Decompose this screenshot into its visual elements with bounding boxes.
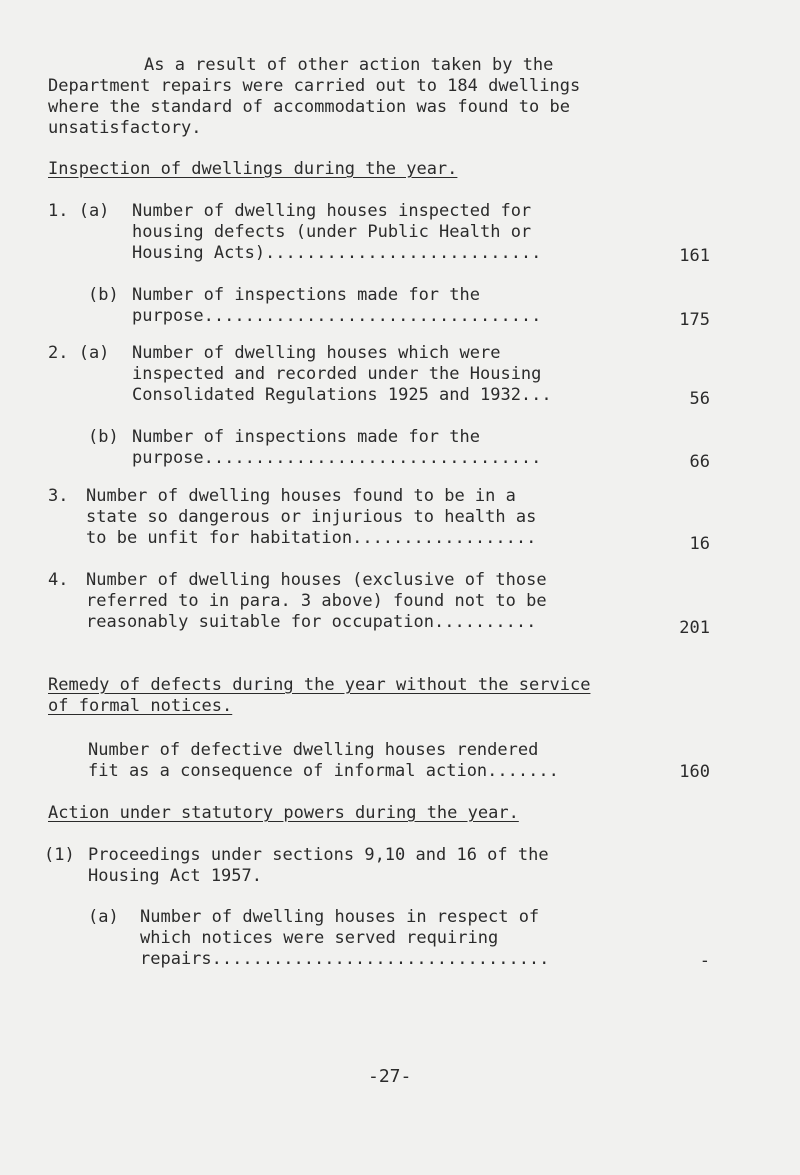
action-item-1-label: (1): [44, 845, 75, 865]
section-heading-inspection: Inspection of dwellings during the year.: [48, 159, 458, 179]
action-item-1a-line-2: which notices were served requiring: [140, 928, 499, 948]
item-2a-label: 2. (a): [48, 343, 110, 363]
section-heading-action: Action under statutory powers during the year.: [48, 803, 519, 823]
item-2b-label: (b): [88, 427, 119, 447]
item-2a-line-2: inspected and recorded under the Housing: [132, 364, 542, 384]
item-1a-line-3: Housing Acts)...........................: [132, 243, 542, 263]
item-4-line-2: referred to in para. 3 above) found not to be: [86, 591, 547, 611]
item-4-line-1: Number of dwelling houses (exclusive of those: [86, 570, 547, 590]
item-1a-value: 161: [679, 246, 710, 266]
item-2b-line-2: purpose.................................: [132, 448, 542, 468]
item-3-label: 3.: [48, 486, 69, 506]
item-2b-value: 66: [689, 452, 710, 472]
remedy-line-2: fit as a consequence of informal action.......: [88, 761, 559, 781]
item-1b-line-1: Number of inspections made for the: [132, 285, 480, 305]
intro-line-1: As a result of other action taken by the: [144, 55, 554, 75]
page-number: -27-: [368, 1066, 412, 1087]
item-2a-line-3: Consolidated Regulations 1925 and 1932...: [132, 385, 552, 405]
intro-line-4: unsatisfactory.: [48, 118, 202, 138]
item-3-line-3: to be unfit for habitation..................: [86, 528, 537, 548]
remedy-line-1: Number of defective dwelling houses rendered: [88, 740, 539, 760]
intro-line-2: Department repairs were carried out to 184 dwellings: [48, 76, 581, 96]
action-item-1a-value: -: [699, 951, 710, 971]
item-1b-value: 175: [679, 310, 710, 330]
section-heading-remedy-line-1: Remedy of defects during the year without the service: [48, 675, 591, 695]
item-4-line-3: reasonably suitable for occupation..........: [86, 612, 537, 632]
item-3-line-2: state so dangerous or injurious to health as: [86, 507, 537, 527]
item-1b-label: (b): [88, 285, 119, 305]
item-1a-label: 1. (a): [48, 201, 110, 221]
item-1b-line-2: purpose.................................: [132, 306, 542, 326]
item-1a-line-2: housing defects (under Public Health or: [132, 222, 532, 242]
item-3-line-1: Number of dwelling houses found to be in a: [86, 486, 516, 506]
item-4-label: 4.: [48, 570, 69, 590]
action-item-1a-line-1: Number of dwelling houses in respect of: [140, 907, 540, 927]
item-3-value: 16: [689, 534, 710, 554]
intro-line-3: where the standard of accommodation was found to be: [48, 97, 570, 117]
action-item-1-line-1: Proceedings under sections 9,10 and 16 of the: [88, 845, 549, 865]
item-2a-value: 56: [689, 389, 710, 409]
action-item-1-line-2: Housing Act 1957.: [88, 866, 262, 886]
action-item-1a-line-3: repairs.................................: [140, 949, 550, 969]
item-2b-line-1: Number of inspections made for the: [132, 427, 480, 447]
item-2a-line-1: Number of dwelling houses which were: [132, 343, 501, 363]
item-4-value: 201: [679, 618, 710, 638]
item-1a-line-1: Number of dwelling houses inspected for: [132, 201, 532, 221]
action-item-1a-label: (a): [88, 907, 119, 927]
remedy-value: 160: [679, 762, 710, 782]
section-heading-remedy-line-2: of formal notices.: [48, 696, 233, 716]
